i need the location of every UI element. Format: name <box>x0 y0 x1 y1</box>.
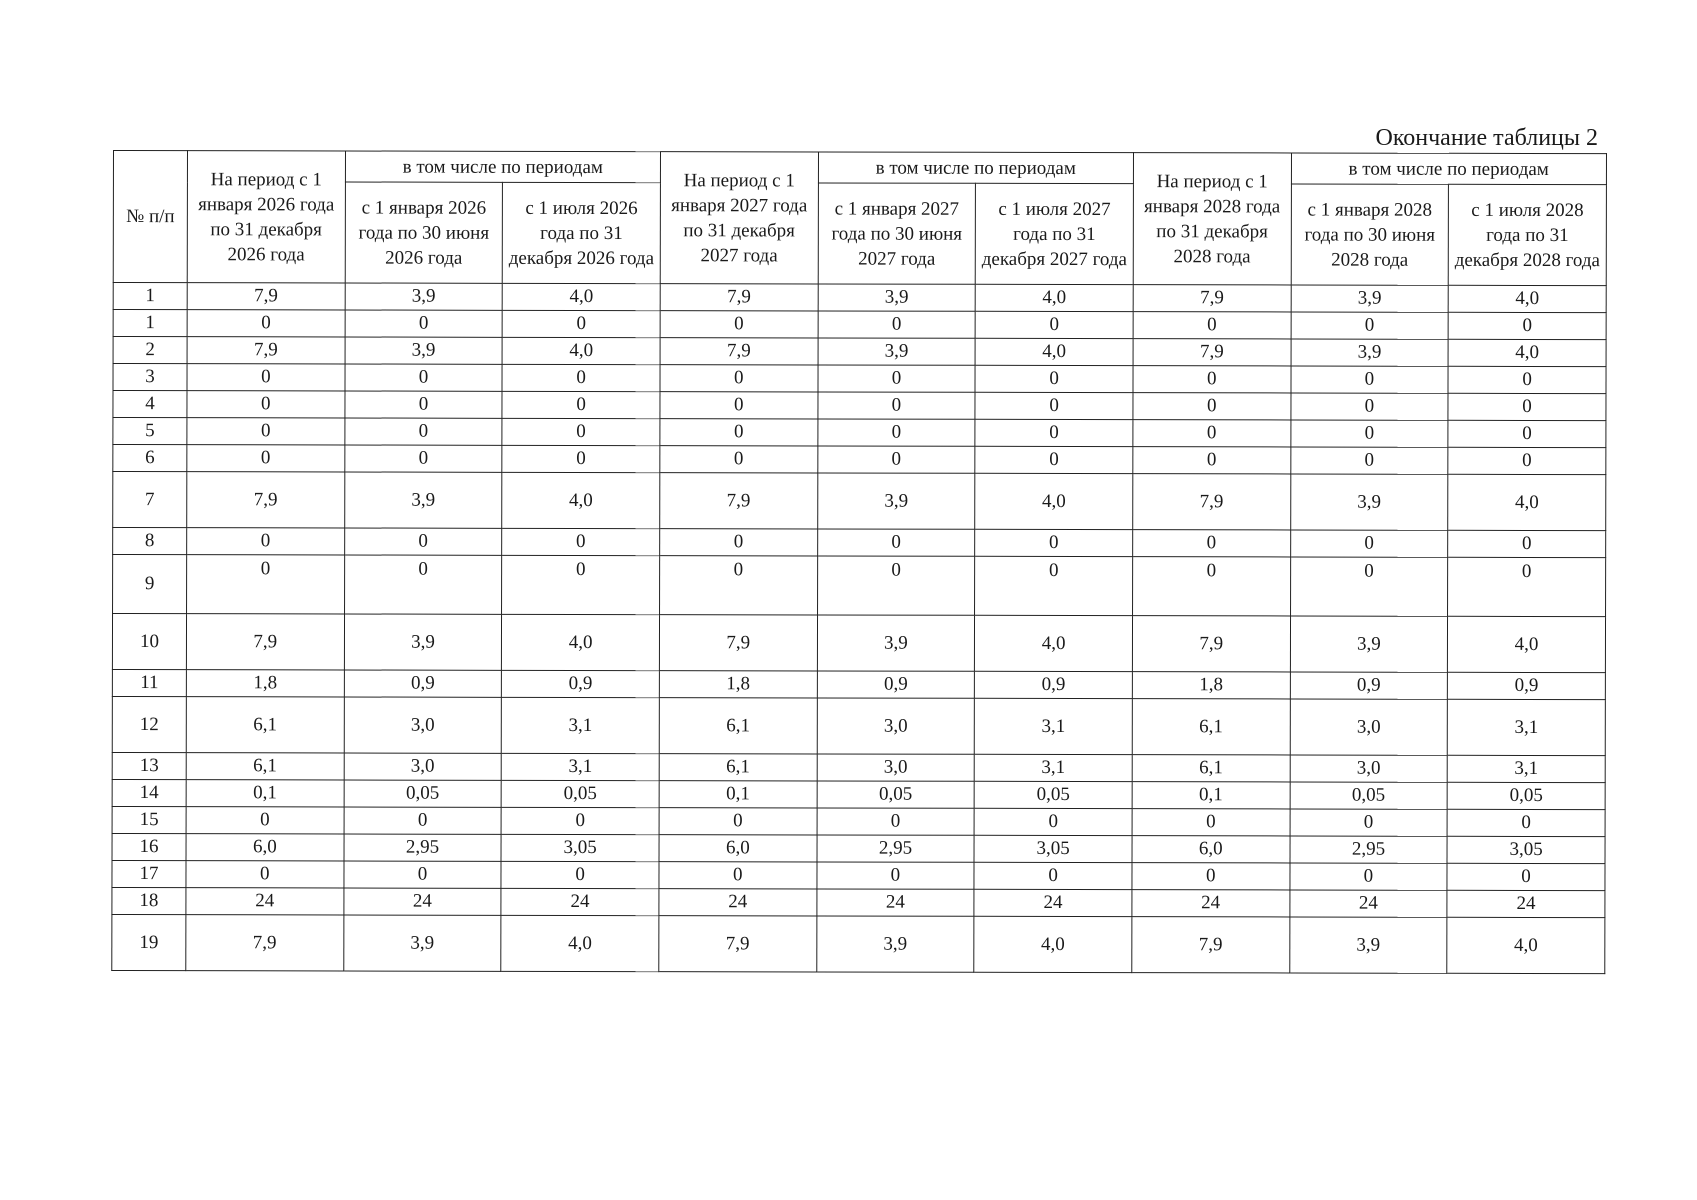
row-number: 2 <box>113 337 187 364</box>
table-cell: 6,1 <box>1132 755 1290 782</box>
table-cell: 0 <box>817 446 975 473</box>
table-cell: 0 <box>502 445 660 472</box>
table-cell: 7,9 <box>187 283 345 310</box>
table-cell: 4,0 <box>502 472 660 528</box>
table-cell: 0,05 <box>1290 782 1448 809</box>
table-cell: 1,8 <box>659 671 817 698</box>
table-cell: 0 <box>502 555 660 614</box>
table-cell: 7,9 <box>1133 339 1291 366</box>
row-number: 19 <box>112 914 186 970</box>
table-cell: 0 <box>1290 863 1448 890</box>
row-number: 18 <box>112 887 186 914</box>
table-cell: 0 <box>1290 420 1448 447</box>
table-cell: 1,8 <box>186 670 344 697</box>
table-cell: 4,0 <box>1448 474 1606 530</box>
table-cell: 0 <box>974 862 1132 889</box>
table-cell: 0 <box>1448 447 1606 474</box>
table-cell: 3,9 <box>344 472 502 528</box>
table-cell: 0,9 <box>1290 672 1448 699</box>
table-cell: 0 <box>1133 366 1291 393</box>
row-number: 4 <box>113 391 187 418</box>
row-number: 6 <box>113 445 187 472</box>
table-row <box>113 337 1606 367</box>
table-cell: 3,9 <box>817 473 975 529</box>
row-number: 9 <box>113 555 187 614</box>
table-cell: 0 <box>1133 447 1291 474</box>
row-number: 10 <box>112 614 186 670</box>
table-cell: 4,0 <box>975 284 1133 311</box>
table-cell: 3,9 <box>818 338 976 365</box>
table-row <box>112 779 1605 809</box>
table-cell: 3,9 <box>345 283 503 310</box>
table-cell: 0 <box>186 807 344 834</box>
table-cell: 0 <box>975 529 1133 556</box>
table-cell: 0,05 <box>501 780 659 807</box>
table-cell: 7,9 <box>660 473 818 529</box>
table-cell: 0 <box>502 391 660 418</box>
table-cell: 7,9 <box>187 337 345 364</box>
table-cell: 0 <box>1133 393 1291 420</box>
table-cell: 3,1 <box>974 754 1132 781</box>
table-cell: 0 <box>975 446 1133 473</box>
data-table <box>111 150 1607 974</box>
table-cell: 0 <box>502 310 660 337</box>
table-cell: 6,1 <box>659 698 817 754</box>
header-subtitle-2028: в том числе по периодам <box>1291 153 1606 185</box>
table-cell: 0,9 <box>975 671 1133 698</box>
table-cell: 0,05 <box>344 780 502 807</box>
table-cell: 4,0 <box>501 915 659 971</box>
table-cell: 0 <box>817 808 975 835</box>
table-cell: 0 <box>345 364 503 391</box>
table-cell: 0 <box>1448 393 1606 420</box>
table-cell: 0 <box>975 556 1133 615</box>
table-cell: 3,9 <box>1290 616 1448 672</box>
row-number: 5 <box>113 418 187 445</box>
table-cell: 0 <box>187 528 345 555</box>
table-cell: 0 <box>1447 809 1605 836</box>
table-cell: 0 <box>1132 557 1290 616</box>
table-cell: 24 <box>1132 890 1290 917</box>
table-cell: 0 <box>1290 530 1448 557</box>
table-cell: 0 <box>1448 557 1606 616</box>
table-cell: 0 <box>344 861 502 888</box>
table-cell: 0,9 <box>502 670 660 697</box>
table-cell: 4,0 <box>975 338 1133 365</box>
table-cell: 3,1 <box>1447 699 1605 755</box>
table-row <box>112 833 1605 863</box>
table-cell: 0,05 <box>974 781 1132 808</box>
header-first-half-2028: с 1 января 2028 года по 30 июня 2028 года <box>1291 184 1449 285</box>
table-cell: 0 <box>1448 530 1606 557</box>
table-cell: 24 <box>974 889 1132 916</box>
table-cell: 3,0 <box>1290 755 1448 782</box>
table-cell: 24 <box>501 888 659 915</box>
table-container <box>111 150 1606 974</box>
table-cell: 3,05 <box>974 835 1132 862</box>
table-cell: 4,0 <box>1448 285 1606 312</box>
table-cell: 0 <box>187 445 345 472</box>
table-row <box>112 806 1605 836</box>
table-cell: 0 <box>975 365 1133 392</box>
table-cell: 0 <box>344 445 502 472</box>
table-body <box>112 283 1606 974</box>
table-cell: 0 <box>975 419 1133 446</box>
table-cell: 4,0 <box>975 615 1133 671</box>
table-cell: 6,1 <box>186 697 344 753</box>
table-cell: 3,9 <box>343 915 501 971</box>
table-cell: 0 <box>975 311 1133 338</box>
table-cell: 0 <box>660 392 818 419</box>
table-cell: 3,1 <box>1447 755 1605 782</box>
table-cell: 0 <box>345 418 503 445</box>
table-cell: 0,05 <box>1447 782 1605 809</box>
row-number: 14 <box>112 779 186 806</box>
table-cell: 3,0 <box>344 753 502 780</box>
table-cell: 0 <box>1133 420 1291 447</box>
table-cell: 0 <box>187 555 345 614</box>
table-cell: 0 <box>186 861 344 888</box>
table-cell: 0 <box>344 555 502 614</box>
table-cell: 0 <box>1448 420 1606 447</box>
table-cell: 0,1 <box>186 780 344 807</box>
table-cell: 0 <box>1448 366 1606 393</box>
row-number: 11 <box>112 669 186 696</box>
table-row <box>112 614 1605 673</box>
table-cell: 6,1 <box>1132 699 1290 755</box>
table-cell: 0 <box>1291 393 1449 420</box>
header-second-half-2027: с 1 июля 2027 года по 31 декабря 2027 года <box>976 183 1134 284</box>
table-cell: 3,9 <box>1291 339 1449 366</box>
table-cell: 0 <box>975 392 1133 419</box>
table-cell: 7,9 <box>1133 285 1291 312</box>
row-number: 13 <box>112 752 186 779</box>
header-period-2026: На период с 1 января 2026 года по 31 декабря 2026 года <box>187 151 345 283</box>
table-row <box>113 555 1606 617</box>
table-cell: 4,0 <box>502 283 660 310</box>
table-cell: 4,0 <box>502 337 660 364</box>
table-cell: 6,0 <box>1132 836 1290 863</box>
table-cell: 7,9 <box>1133 474 1291 530</box>
table-row <box>112 887 1605 917</box>
table-cell: 0 <box>344 528 502 555</box>
header-subtitle-2027: в том числе по периодам <box>818 152 1133 184</box>
table-row <box>113 283 1606 313</box>
table-cell: 3,9 <box>1291 285 1449 312</box>
table-cell: 4,0 <box>1448 616 1606 672</box>
table-cell: 3,9 <box>1289 917 1447 973</box>
table-cell: 6,1 <box>659 754 817 781</box>
table-cell: 0 <box>187 310 345 337</box>
table-cell: 0,9 <box>817 671 975 698</box>
table-cell: 2,95 <box>817 835 975 862</box>
table-cell: 24 <box>1289 890 1447 917</box>
table-cell: 0,1 <box>1132 782 1290 809</box>
table-cell: 7,9 <box>186 614 344 670</box>
table-cell: 0,9 <box>344 670 502 697</box>
table-cell: 24 <box>186 888 344 915</box>
table-cell: 7,9 <box>1132 917 1290 973</box>
table-cell: 3,0 <box>817 698 975 754</box>
table-row <box>113 310 1606 340</box>
table-cell: 6,0 <box>659 835 817 862</box>
table-cell: 3,1 <box>501 753 659 780</box>
table-cell: 0 <box>660 446 818 473</box>
table-cell: 0 <box>1133 312 1291 339</box>
table-cell: 0 <box>501 861 659 888</box>
table-cell: 0 <box>659 862 817 889</box>
table-cell: 3,0 <box>817 754 975 781</box>
row-number: 8 <box>113 528 187 555</box>
table-cell: 1,8 <box>1132 672 1290 699</box>
table-cell: 0 <box>660 311 818 338</box>
table-cell: 0 <box>1290 809 1448 836</box>
table-row <box>113 445 1606 475</box>
table-cell: 0 <box>817 529 975 556</box>
table-cell: 24 <box>1447 890 1605 917</box>
table-cell: 3,9 <box>816 916 974 972</box>
header-period-2027: На период с 1 января 2027 года по 31 декабря 2027 года <box>660 152 818 284</box>
table-cell: 0 <box>818 392 976 419</box>
table-cell: 0 <box>502 418 660 445</box>
header-first-half-2027: с 1 января 2027 года по 30 июня 2027 года <box>818 183 976 284</box>
table-cell: 2,95 <box>1290 836 1448 863</box>
table-cell: 0 <box>344 807 502 834</box>
table-cell: 0 <box>817 556 975 615</box>
table-cell: 24 <box>659 889 817 916</box>
table-cell: 3,9 <box>345 337 503 364</box>
table-cell: 7,9 <box>186 915 344 971</box>
table-cell: 3,9 <box>1290 474 1448 530</box>
table-cell: 0 <box>659 556 817 615</box>
table-cell: 0 <box>660 419 818 446</box>
table-cell: 24 <box>817 889 975 916</box>
header-period-2028: На период с 1 января 2028 года по 31 декабря 2028 года <box>1133 153 1291 285</box>
table-row <box>112 752 1605 782</box>
table-cell: 0 <box>345 391 503 418</box>
table-cell: 6,0 <box>186 834 344 861</box>
header-second-half-2028: с 1 июля 2028 года по 31 декабря 2028 года <box>1448 184 1606 285</box>
table-cell: 0 <box>187 418 345 445</box>
header-subtitle-2026: в том числе по периодам <box>345 151 660 183</box>
table-row <box>113 472 1606 531</box>
table-cell: 0,9 <box>1448 672 1606 699</box>
table-cell: 3,9 <box>817 615 975 671</box>
table-cell: 0 <box>818 311 976 338</box>
table-cell: 3,0 <box>344 697 502 753</box>
table-cell: 4,0 <box>1447 917 1605 973</box>
table-header <box>113 151 1606 286</box>
table-cell: 7,9 <box>187 472 345 528</box>
table-cell: 0,1 <box>659 781 817 808</box>
table-cell: 4,0 <box>502 614 660 670</box>
table-cell: 0 <box>1448 312 1606 339</box>
header-num-col: № п/п <box>113 151 187 283</box>
table-row <box>112 696 1605 755</box>
table-cell: 3,1 <box>502 697 660 753</box>
table-cell: 7,9 <box>1132 616 1290 672</box>
table-cell: 0 <box>818 419 976 446</box>
table-cell: 3,05 <box>1447 836 1605 863</box>
table-cell: 0 <box>1290 557 1448 616</box>
table-cell: 0 <box>818 365 976 392</box>
table-cell: 0 <box>502 364 660 391</box>
table-cell: 7,9 <box>659 615 817 671</box>
table-cell: 3,05 <box>501 834 659 861</box>
table-cell: 3,0 <box>1290 699 1448 755</box>
table-row <box>112 860 1605 890</box>
table-row <box>113 364 1606 394</box>
table-cell: 0 <box>1132 809 1290 836</box>
table-cell: 7,9 <box>660 284 818 311</box>
row-number: 1 <box>113 310 187 337</box>
table-cell: 0 <box>974 808 1132 835</box>
table-cell: 0 <box>1447 863 1605 890</box>
table-cell: 0 <box>660 529 818 556</box>
table-cell: 0 <box>660 365 818 392</box>
table-row <box>113 391 1606 421</box>
table-cell: 4,0 <box>975 473 1133 529</box>
table-cell: 0 <box>187 364 345 391</box>
table-cell: 0 <box>502 528 660 555</box>
row-number: 16 <box>112 833 186 860</box>
header-second-half-2026: с 1 июля 2026 года по 31 декабря 2026 года <box>503 182 661 283</box>
table-cell: 0 <box>1132 863 1290 890</box>
table-caption: Окончание таблицы 2 <box>1375 125 1598 151</box>
row-number: 17 <box>112 860 186 887</box>
table-cell: 7,9 <box>659 916 817 972</box>
row-number: 12 <box>112 696 186 752</box>
header-first-half-2026: с 1 января 2026 года по 30 июня 2026 года <box>345 182 503 283</box>
table-cell: 0 <box>501 807 659 834</box>
table-cell: 0 <box>1291 366 1449 393</box>
table-cell: 0 <box>1290 447 1448 474</box>
table-cell: 2,95 <box>344 834 502 861</box>
table-row <box>113 528 1606 558</box>
row-number: 15 <box>112 806 186 833</box>
table-cell: 7,9 <box>660 338 818 365</box>
table-cell: 3,9 <box>344 614 502 670</box>
row-number: 3 <box>113 364 187 391</box>
table-cell: 0 <box>1291 312 1449 339</box>
table-cell: 0 <box>187 391 345 418</box>
table-cell: 3,1 <box>975 698 1133 754</box>
table-cell: 0 <box>659 808 817 835</box>
table-cell: 3,9 <box>818 284 976 311</box>
row-number: 1 <box>113 283 187 310</box>
table-cell: 4,0 <box>1448 339 1606 366</box>
table-cell: 24 <box>344 888 502 915</box>
table-row <box>112 914 1605 973</box>
table-cell: 6,1 <box>186 753 344 780</box>
table-cell: 4,0 <box>974 916 1132 972</box>
table-cell: 0 <box>345 310 503 337</box>
table-cell: 0 <box>817 862 975 889</box>
table-row <box>112 669 1605 699</box>
row-number: 7 <box>113 472 187 528</box>
table-cell: 0 <box>1133 530 1291 557</box>
table-cell: 0,05 <box>817 781 975 808</box>
table-row <box>113 418 1606 448</box>
